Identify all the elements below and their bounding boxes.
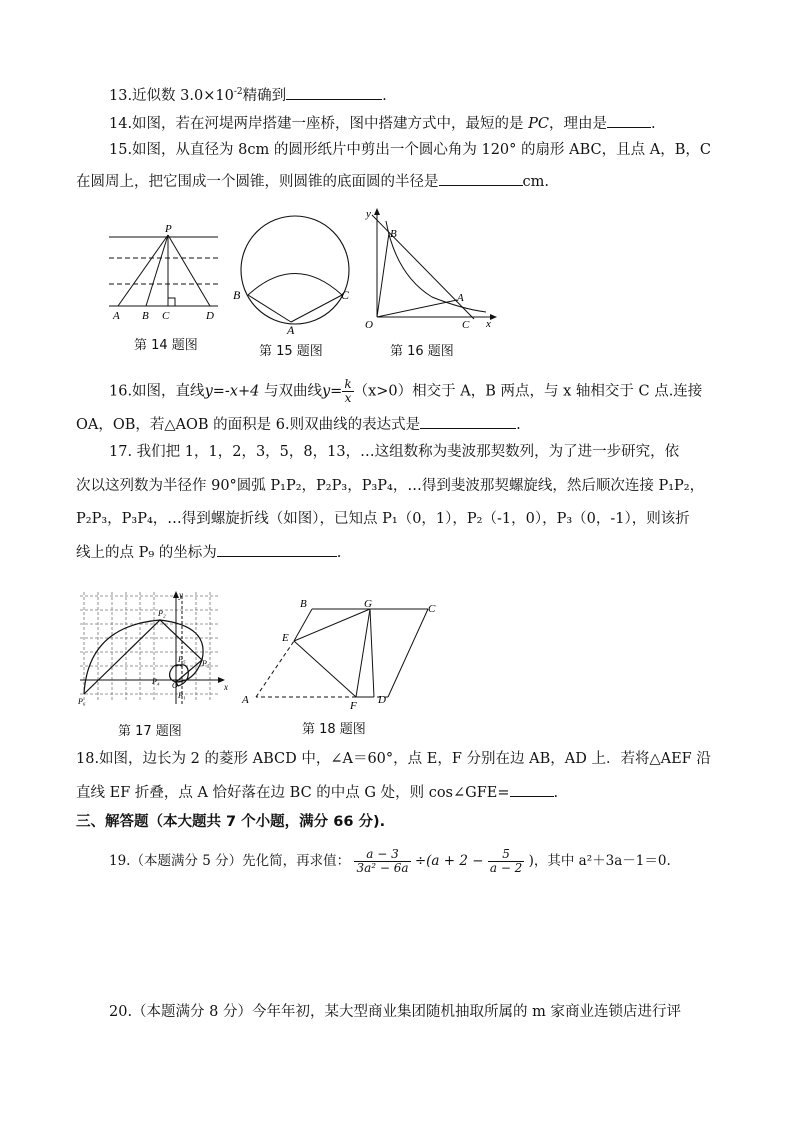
q19-line: 19.（本题满分 5 分）先化简，再求值： $\frac{a - 3}{\text{3a² − 6a}}$ ÷(a + 2 − $\frac{5}{a - 2}$ )，其中 a²＋3a－1＝0. <box>109 847 671 875</box>
fig17-label-o: O <box>172 681 178 690</box>
q17-line1: 17. 我们把 1，1，2，3，5，8，13，…这组数称为斐波那契数列，为了进一步研究，依 <box>109 444 680 460</box>
fig18-label-a: A <box>242 694 249 706</box>
q14-blank[interactable] <box>607 113 651 128</box>
fig14-caption: 第 14 题图 <box>134 338 198 353</box>
fig16-caption: 第 16 题图 <box>390 344 454 359</box>
fig17-label-p5: P₅ <box>178 655 186 664</box>
fig14-label-c: C <box>162 310 170 322</box>
fig15-label-b: B <box>233 288 241 302</box>
fig17-label-p2: P₂ <box>158 609 166 618</box>
q16-blank[interactable] <box>420 414 516 429</box>
fig16-label-a: A <box>457 292 464 304</box>
fig17-label-p6: P₆ <box>78 697 86 706</box>
q20-line: 20.（本题满分 8 分）今年年初，某大型商业集团随机抽取所属的 m 家商业连锁店进行评 <box>109 1004 681 1020</box>
fig17-label-p4: P₄ <box>152 677 160 686</box>
q13-blank[interactable] <box>286 85 382 100</box>
fig18-label-f: F <box>350 700 357 712</box>
fig16-label-o: O <box>365 319 373 331</box>
section-three-heading: 三、解答题（本大题共 7 个小题，满分 66 分). <box>76 814 386 830</box>
fig16-label-y: y <box>366 208 371 220</box>
fig15-label-c: C <box>341 288 350 302</box>
fig16-label-x: x <box>486 318 491 330</box>
q15-blank[interactable] <box>439 171 523 186</box>
q17-line4: 线上的点 P₉ 的坐标为 . <box>76 542 341 563</box>
fig14-label-d: D <box>206 310 214 322</box>
q16-line1: 16.如图，直线y=-x+4 与双曲线y= $\frac{k}{x}$ （x>0）相交于 A，B 两点，与 x 轴相交于 C 点.连接 <box>109 377 703 405</box>
q17-line3: P₂P₃，P₃P₄，…得到螺旋折线（如图），已知点 P₁（0，1），P₂（-1，0），P₃（0，-1），则该折 <box>76 511 690 527</box>
q13-line: 13.近似数 $3.0\times 10^{-2}$精确到 . <box>109 82 387 106</box>
fig17-label-y: y <box>179 590 183 600</box>
q15-line1: 15.如图，从直径为 8cm 的圆形纸片中剪出一个圆心角为 120° 的扇形 ABC，且点 A，B，C <box>109 142 711 158</box>
fig14-label-a: A <box>113 310 120 322</box>
q17-line2: 次以这列数为半径作 90°圆弧 P₁P₂，P₂P₃，P₃P₄，…得到斐波那契螺旋线，然后顺次连接 P₁P₂， <box>76 478 705 494</box>
fig18-diagram <box>238 597 444 712</box>
fig15-diagram <box>232 212 360 338</box>
fig17-label-p3: P₃ <box>202 659 210 668</box>
q15-line2: 在圆周上，把它围成一个圆锥，则圆锥的底面圆的半径是 cm. <box>76 171 549 192</box>
q14-line: 14.如图，若在河堤两岸搭建一座桥，图中搭建方式中，最短的是 PC，理由是 . <box>109 113 656 134</box>
fig14-label-p: P <box>165 223 172 235</box>
fig18-label-e: E <box>282 632 289 644</box>
fig18-label-d: D <box>378 694 386 706</box>
fig16-label-b: B <box>390 228 397 240</box>
fig15-caption: 第 15 题图 <box>259 344 323 359</box>
fig14-label-b: B <box>142 310 149 322</box>
q19-fraction-2: $\frac{5}{a - 2}$ <box>489 847 523 875</box>
q18-line1: 18.如图，边长为 2 的菱形 ABCD 中，∠A＝60°，点 E，F 分别在边 AB，AD 上．若将△AEF 沿 <box>76 751 711 767</box>
fig18-caption: 第 18 题图 <box>302 722 366 737</box>
q18-line2: 直线 EF 折叠，点 A 恰好落在边 BC 的中点 G 处，则 cos∠GFE= . <box>76 782 558 803</box>
fig16-label-c: C <box>462 319 470 331</box>
fig17-diagram <box>78 590 230 710</box>
fig15-label-a: A <box>287 323 295 337</box>
q18-blank[interactable] <box>510 782 554 797</box>
fig18-label-c: C <box>428 603 436 615</box>
fig16-diagram <box>362 205 502 335</box>
fig17-label-p1: P₁ <box>178 691 186 700</box>
fig18-label-b: B <box>300 598 307 610</box>
q16-line2: OA，OB，若△AOB 的面积是 6.则双曲线的表达式是 . <box>76 414 521 435</box>
fig18-label-g: G <box>364 598 372 610</box>
q16-fraction: $\frac{k}{x}$ <box>344 377 352 405</box>
q19-fraction-1: $\frac{a - 3}{\text{3a² − 6a}}$ <box>356 847 409 875</box>
fig14-diagram <box>106 224 222 324</box>
fig17-label-x: x <box>224 682 228 692</box>
fig17-caption: 第 17 题图 <box>118 724 182 739</box>
q17-blank[interactable] <box>217 542 337 557</box>
